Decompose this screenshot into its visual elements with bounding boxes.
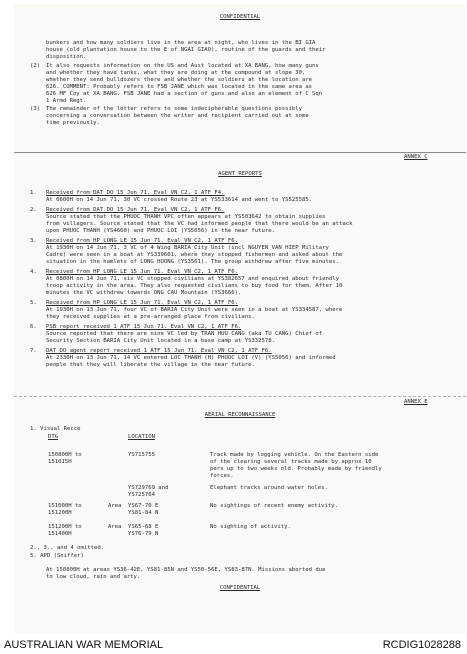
annex-e-divider (14, 396, 466, 397)
archive-footer (0, 636, 467, 654)
report-number: 4. (30, 269, 37, 275)
report-number: 3. (30, 238, 37, 244)
report-line: minutes the VC withdrew towards ONG CAU Mountain (YS3666). (46, 290, 242, 296)
intro-item-line: 626. COMMENT: Probably refers to FSB JANE which was located in the same area as (46, 84, 313, 90)
recce-dtg: 151400H (48, 531, 72, 537)
intro-line: bunkers and how many soldiers live in the area at night, who lives in the BI GIA (46, 40, 316, 46)
annex-c-label: ANNEX C (404, 154, 428, 160)
report-line: At 0800H on 14 Jun 71, six VC stopped civilians at YS382657 and enquired about friendly (46, 276, 339, 282)
recce-location: YS729769 and (128, 485, 169, 491)
recce-description: pers up to two weeks old. Probably made by friendly (210, 466, 382, 472)
report-line: from villagers. Source stated that the VC had informed people that there would be an attack (46, 221, 353, 227)
report-number: 1. (30, 190, 37, 196)
report-line: people that they will liberate the village in the near future. (46, 362, 255, 368)
archive-reference: RCDIG1028288 (382, 639, 461, 651)
annex-e-label: ANNEX E (404, 399, 428, 405)
report-number: 5. (30, 300, 37, 306)
intro-item-line: It also requests information on the US and Aust located at XA BANG, how many guns (46, 63, 319, 69)
report-heading: Received from DAT DO 15 Jun 71. Eval VN C2, 1 ATF F4. (46, 190, 225, 196)
report-line: situation in the hamlets of LONG HUONG (YS3561). The group withdrew after five minutes. (46, 259, 339, 265)
report-line: At 1930H on 13 Jun 71, four VC of BARIA City Unit were seen in a boat at YS334587, where (46, 307, 343, 313)
report-line: Source stated that the PHUOC THANH VPC often appears at YS503642 to obtain supplies (46, 214, 326, 220)
report-number: 2. (30, 207, 37, 213)
recce-location: YS81-84 N (128, 510, 159, 516)
sniffer-line: At 150800H at areas YS36-42E, YS81-85N and YS50-56E, YS83-87N. Missions aborted due (46, 567, 326, 573)
dtg-column-header: DTG (48, 434, 59, 440)
intro-line: house (old plantation house to the E of NGAI GIAO), routine of the guards and their (46, 47, 326, 53)
recce-dtg: 151200H (48, 510, 72, 516)
intro-item-number: (2) (30, 63, 41, 69)
report-heading: Received from HP LONG LE 15 Jun 71. Eval VN C2, 1 ATF F6. (46, 238, 238, 244)
recce-description: No sightings of recent enemy activity. (210, 503, 338, 509)
report-number: 7. (30, 348, 37, 354)
report-line: Source reported that there are nine VC led by TRAN HUU CANG (aka TU CANG) Chief of (46, 331, 323, 337)
recce-description: Track made by logging vehicle. On the Eastern side (210, 452, 379, 458)
intro-item-line: and whether they have tanks, what they are doing at the compound at slope 30, (46, 70, 306, 76)
location-column-header: LOCATION (128, 434, 155, 440)
intro-item-line: 1 Armd Regt. (46, 98, 87, 104)
classification-footer: CONFIDENTIAL (219, 585, 261, 591)
annex-c-title: AGENT REPORTS (218, 171, 262, 177)
report-heading: Received from HP LONG LE 15 Jun 71. Eval VN C2, 1 ATF F6. (46, 269, 238, 275)
report-line: Cadre) were seen in a boat at YS339601, where they stopped fishermen and asked about the (46, 252, 343, 258)
intro-item-line: whether they send bulldozers there and whether the soldiers at the location are (46, 77, 313, 83)
report-heading: Received from DAT DO 15 Jun 71. Eval VN C2, 1 ATF F6. (46, 207, 225, 213)
annex-c-divider (14, 152, 466, 153)
report-line: Security Section BARIA City Unit located in a base camp at YS332578. (46, 338, 276, 344)
recce-description: No sighting of activity. (210, 524, 291, 530)
recce-location: YS715755 (128, 452, 155, 458)
report-heading: PSB report received 1 ATF 15 Jun 71. Eval VN C2, 1 ATF F6. (46, 324, 242, 330)
recce-area: Area (108, 524, 122, 530)
recce-location: YS76-79 N (128, 531, 159, 537)
recce-dtg: 151015H (48, 459, 72, 465)
report-number: 6. (30, 324, 37, 330)
recce-location: YS65-68 E (128, 524, 159, 530)
intro-item-line: The remainder of the letter refers to some indecipherable questions possibly (46, 106, 302, 112)
intro-item-line: 626 MF Coy at XA BANG. FSB JANE had a section of guns and also an element of C Sqn (46, 91, 323, 97)
recce-description: of the clearing several tracks made by approx 10 (210, 459, 372, 465)
sniffer-line: to low cloud, rain and arty. (46, 574, 141, 580)
recce-description: Elephant tracks around water holes. (210, 485, 328, 491)
intro-item-line: concerning a conversation between the writer and recipient carried out at some (46, 113, 309, 119)
sections-omitted: 2., 3., and 4 omitted. (30, 545, 105, 551)
recce-dtg: 150800H to (48, 452, 82, 458)
classification-header: CONFIDENTIAL (219, 14, 261, 20)
annex-e-title: AERIAL RECONNAISSANCE (204, 412, 276, 418)
recce-location: YS725764 (128, 492, 155, 498)
recce-dtg: 151000H to (48, 503, 82, 509)
report-line: At 2330H on 13 Jun 71, 14 VC entered LOC THANH (H) PHUOC LOI (V) (YS5056) and informed (46, 355, 336, 361)
recce-dtg: 151200H to (48, 524, 82, 530)
report-line: At 0600H on 14 Jun 71, 30 VC crossed Route 23 at YS533614 and went to YS525585. (46, 197, 313, 203)
report-heading: DAT DO agent report received 1 ATF 15 Jun 71. Eval VN C2, 1 ATF F6. (46, 348, 272, 354)
report-line: upon PHUOC THANH (YS4660) and PHUOC LOI (YS5056) in the near future. (46, 228, 276, 234)
report-line: troop activity in the area. They also requested civilians to buy food for them. After 10 (46, 283, 343, 289)
archive-source: AUSTRALIAN WAR MEMORIAL (4, 639, 164, 651)
report-line: they received supplies at a pre-arranged place from civilians. (46, 314, 255, 320)
recce-location: YS67-70 E (128, 503, 159, 509)
intro-item-line: time previously. (46, 120, 100, 126)
report-line: At 1930H on 14 Jun 71, 3 VC of 4 Wing BARIA City Unit (incl NGUYEN VAN HIEP Military (46, 245, 329, 251)
intro-line: disposition. (46, 54, 87, 60)
apd-sniffer-heading: 5. APD (Sniffer) (30, 553, 84, 559)
report-heading: Received from HP LONG LE 15 Jun 71. Eval VN C2, 1 ATF F6. (46, 300, 238, 306)
intro-item-number: (3) (30, 106, 41, 112)
recce-area: Area (108, 503, 122, 509)
visual-recce-heading: 1. Visual Recce (30, 426, 81, 432)
recce-description: forces. (210, 473, 234, 479)
